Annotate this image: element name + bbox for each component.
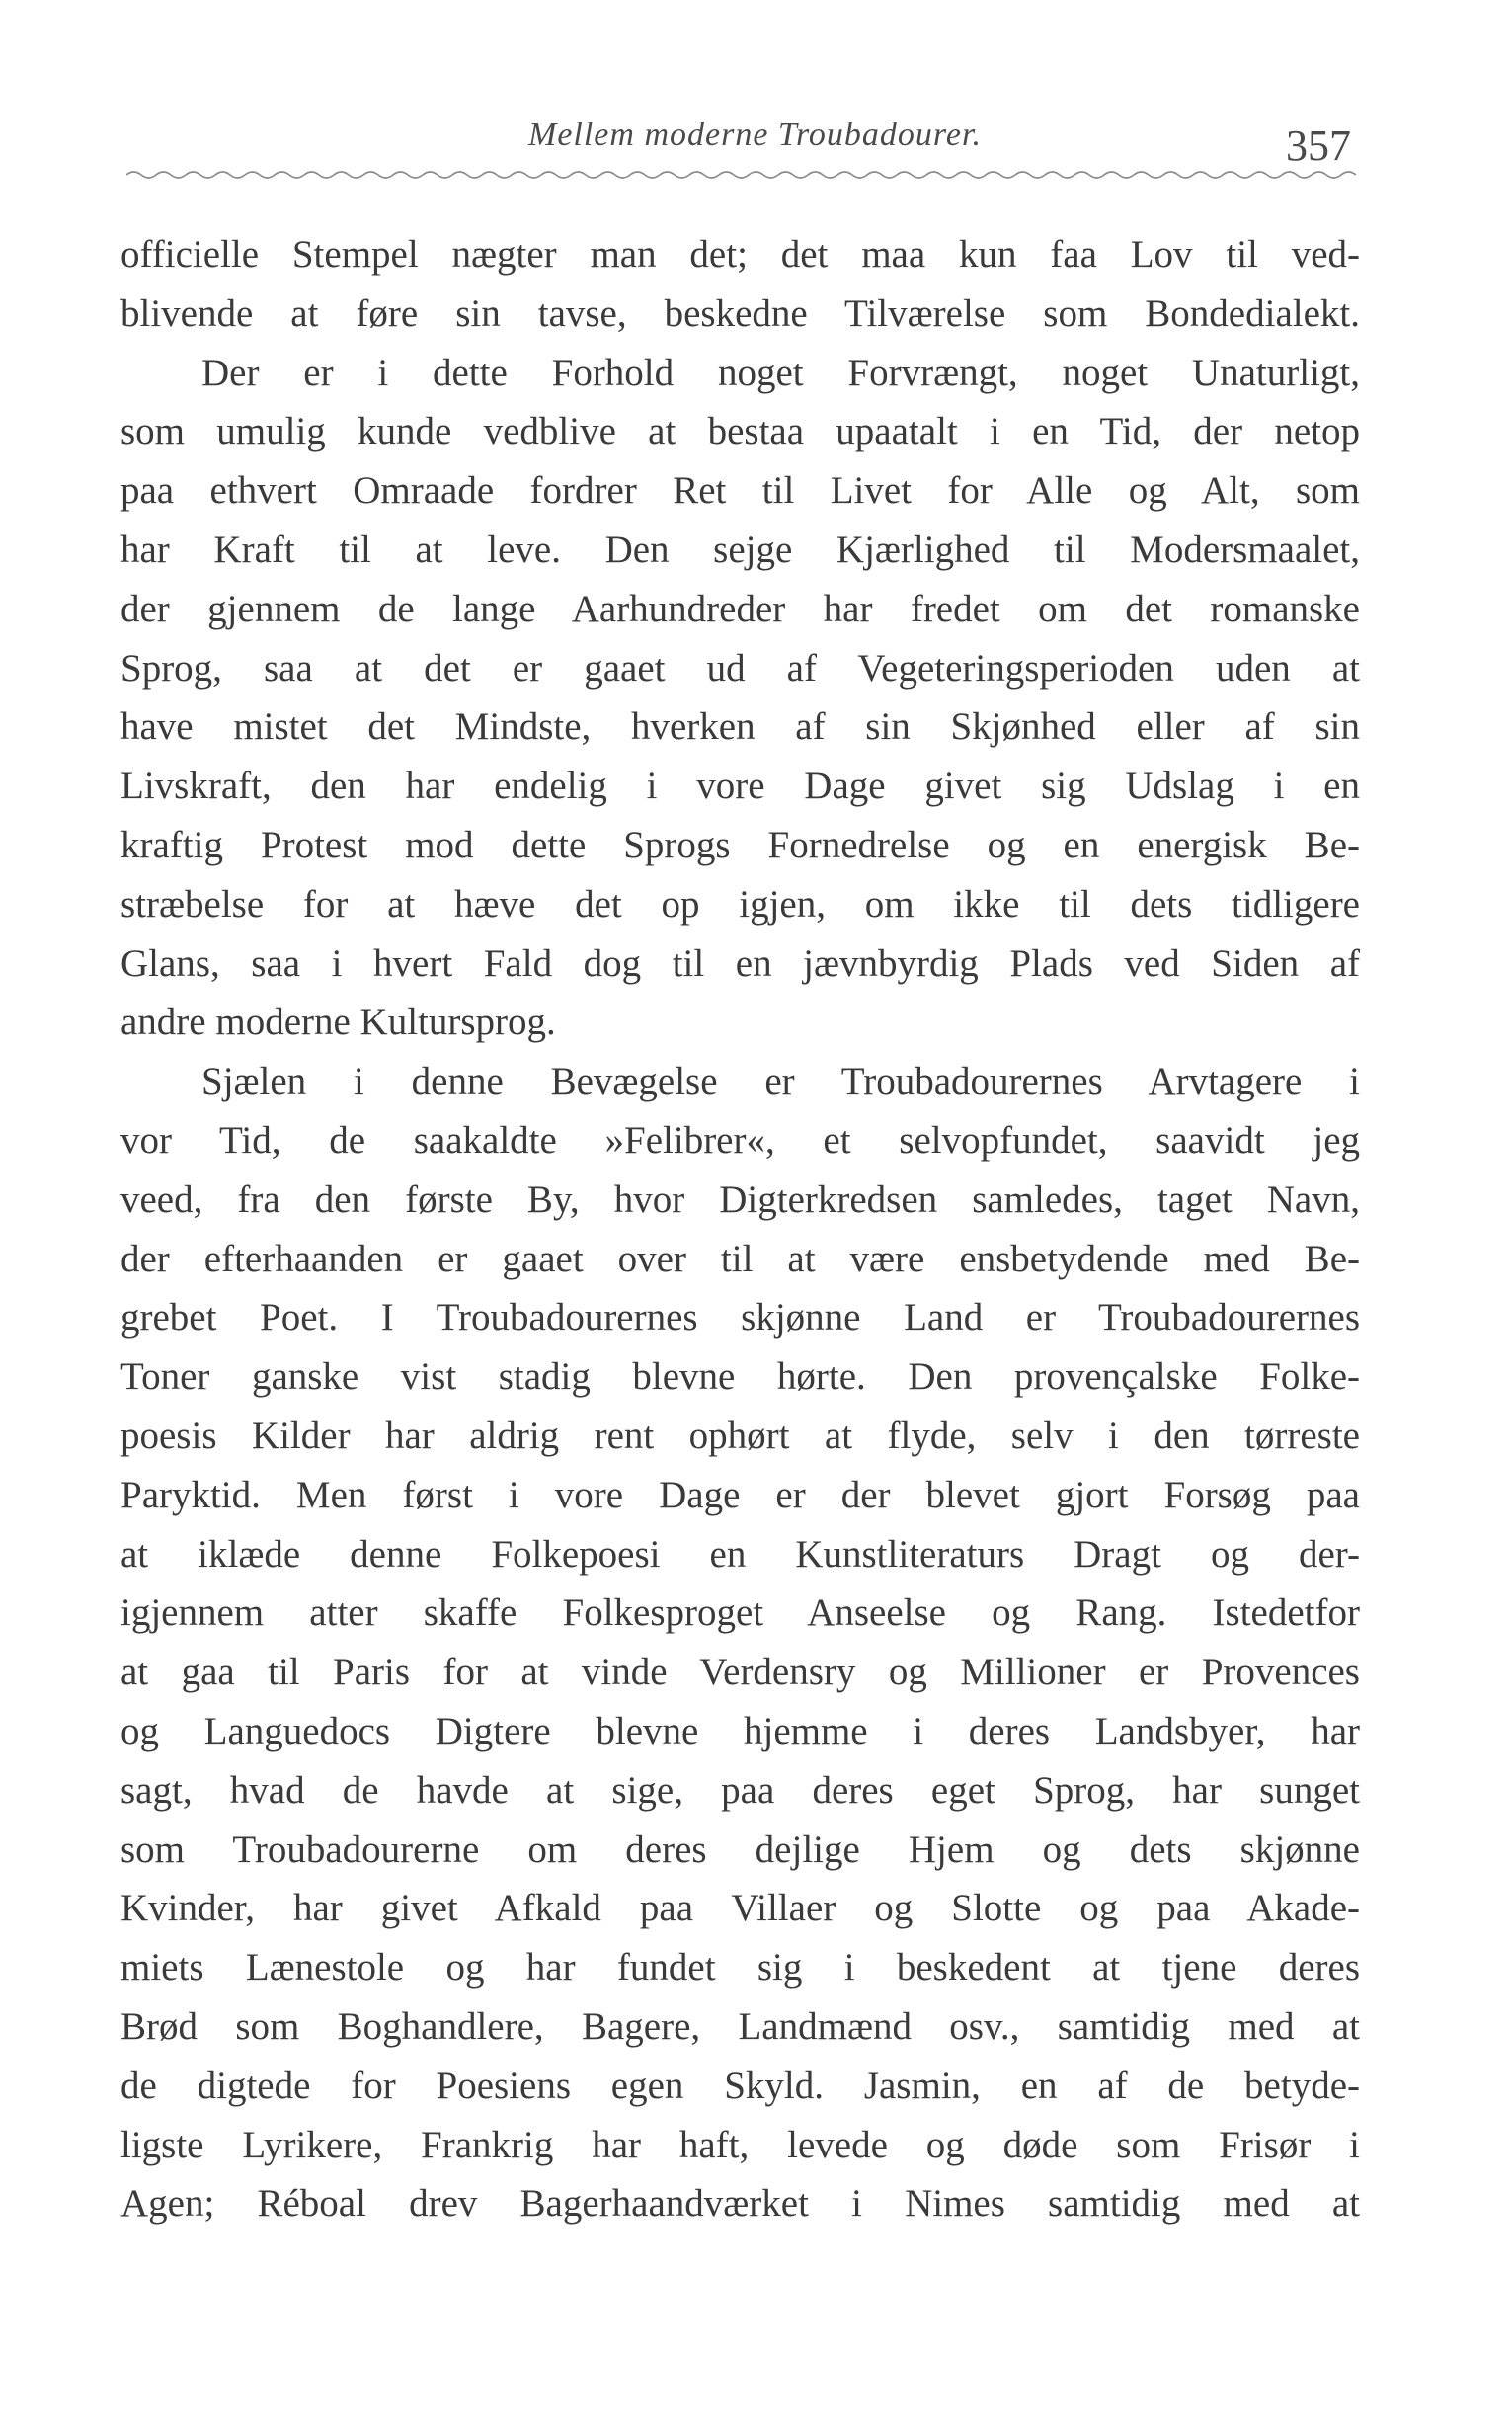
text-line: de digtede for Poesiens egen Skyld. Jasmin, en af de betyde- bbox=[120, 2064, 1360, 2107]
text-line: Brød som Boghandlere, Bagere, Landmænd osv., samtidig med at bbox=[120, 2004, 1360, 2048]
text-line: Sjælen i denne Bevægelse er Troubadourernes Arvtagere i bbox=[201, 1060, 1360, 1103]
running-head bbox=[0, 117, 1512, 176]
text-line: som umulig kunde vedblive at bestaa upaatalt i en Tid, der netop bbox=[120, 410, 1360, 453]
body-text bbox=[120, 225, 1360, 2233]
text-line: der efterhaanden er gaaet over til at være ensbetydende med Be- bbox=[120, 1237, 1360, 1280]
text-line: har Kraft til at leve. Den sejge Kjærlighed til Modersmaalet, bbox=[120, 528, 1360, 571]
text-line: Kvinder, har givet Afkald paa Villaer og Slotte og paa Akade- bbox=[120, 1887, 1360, 1930]
text-line: Der er i dette Forhold noget Forvrængt, noget Unaturligt, bbox=[201, 351, 1360, 394]
page-number: 357 bbox=[1286, 122, 1351, 170]
text-line: Paryktid. Men først i vore Dage er der blevet gjort Forsøg paa bbox=[120, 1473, 1360, 1516]
text-line: som Troubadourerne om deres dejlige Hjem og dets skjønne bbox=[120, 1827, 1360, 1871]
decorative-wavy-rule bbox=[126, 168, 1356, 182]
text-line: grebet Poet. I Troubadourernes skjønne Land er Troubadourernes bbox=[120, 1296, 1360, 1339]
text-line: og Languedocs Digtere blevne hjemme i deres Landsbyer, har bbox=[120, 1709, 1360, 1752]
text-line: miets Lænestole og har fundet sig i beskedent at tjene deres bbox=[120, 1946, 1360, 1989]
text-line: kraftig Protest mod dette Sprogs Fornedrelse og en energisk Be- bbox=[120, 823, 1360, 866]
text-line: at gaa til Paris for at vinde Verdensry og Millioner er Provences bbox=[120, 1651, 1360, 1694]
text-line: paa ethvert Omraade fordrer Ret til Livet for Alle og Alt, som bbox=[120, 469, 1360, 513]
text-line: have mistet det Mindste, hverken af sin Skjønhed eller af sin bbox=[120, 705, 1360, 749]
text-line: blivende at føre sin tavse, beskedne Tilværelse som Bondedialekt. bbox=[120, 291, 1360, 335]
text-line: Sprog, saa at det er gaaet ud af Vegeteringsperioden uden at bbox=[120, 646, 1360, 690]
text-line: stræbelse for at hæve det op igjen, om ikke til dets tidligere bbox=[120, 882, 1360, 926]
text-line: officielle Stempel nægter man det; det maa kun faa Lov til ved- bbox=[120, 233, 1360, 276]
text-line: sagt, hvad de havde at sige, paa deres eget Sprog, har sunget bbox=[120, 1768, 1360, 1812]
text-line: andre moderne Kultursprog. bbox=[120, 1001, 556, 1044]
text-line: vor Tid, de saakaldte »Felibrer«, et selvopfundet, saavidt jeg bbox=[120, 1118, 1360, 1162]
text-line: veed, fra den første By, hvor Digterkredsen samledes, taget Navn, bbox=[120, 1177, 1360, 1221]
text-line: at iklæde denne Folkepoesi en Kunstliteraturs Dragt og der- bbox=[120, 1532, 1360, 1576]
text-line: igjennem atter skaffe Folkesproget Anseelse og Rang. Istedetfor bbox=[120, 1591, 1360, 1635]
text-line: Glans, saa i hvert Fald dog til en jævnbyrdig Plads ved Siden af bbox=[120, 941, 1360, 985]
text-line: Toner ganske vist stadig blevne hørte. Den provençalske Folke- bbox=[120, 1355, 1360, 1399]
text-line: Livskraft, den har endelig i vore Dage givet sig Udslag i en bbox=[120, 765, 1360, 808]
text-line: der gjennem de lange Aarhundreder har fredet om det romanske bbox=[120, 587, 1360, 630]
running-title: Mellem moderne Troubadourer. bbox=[528, 117, 982, 153]
text-line: poesis Kilder har aldrig rent ophørt at flyde, selv i den tørreste bbox=[120, 1414, 1360, 1457]
text-line: ligste Lyrikere, Frankrig har haft, levede og døde som Frisør i bbox=[120, 2123, 1360, 2166]
text-line: Agen; Réboal drev Bagerhaandværket i Nimes samtidig med at bbox=[120, 2182, 1360, 2226]
